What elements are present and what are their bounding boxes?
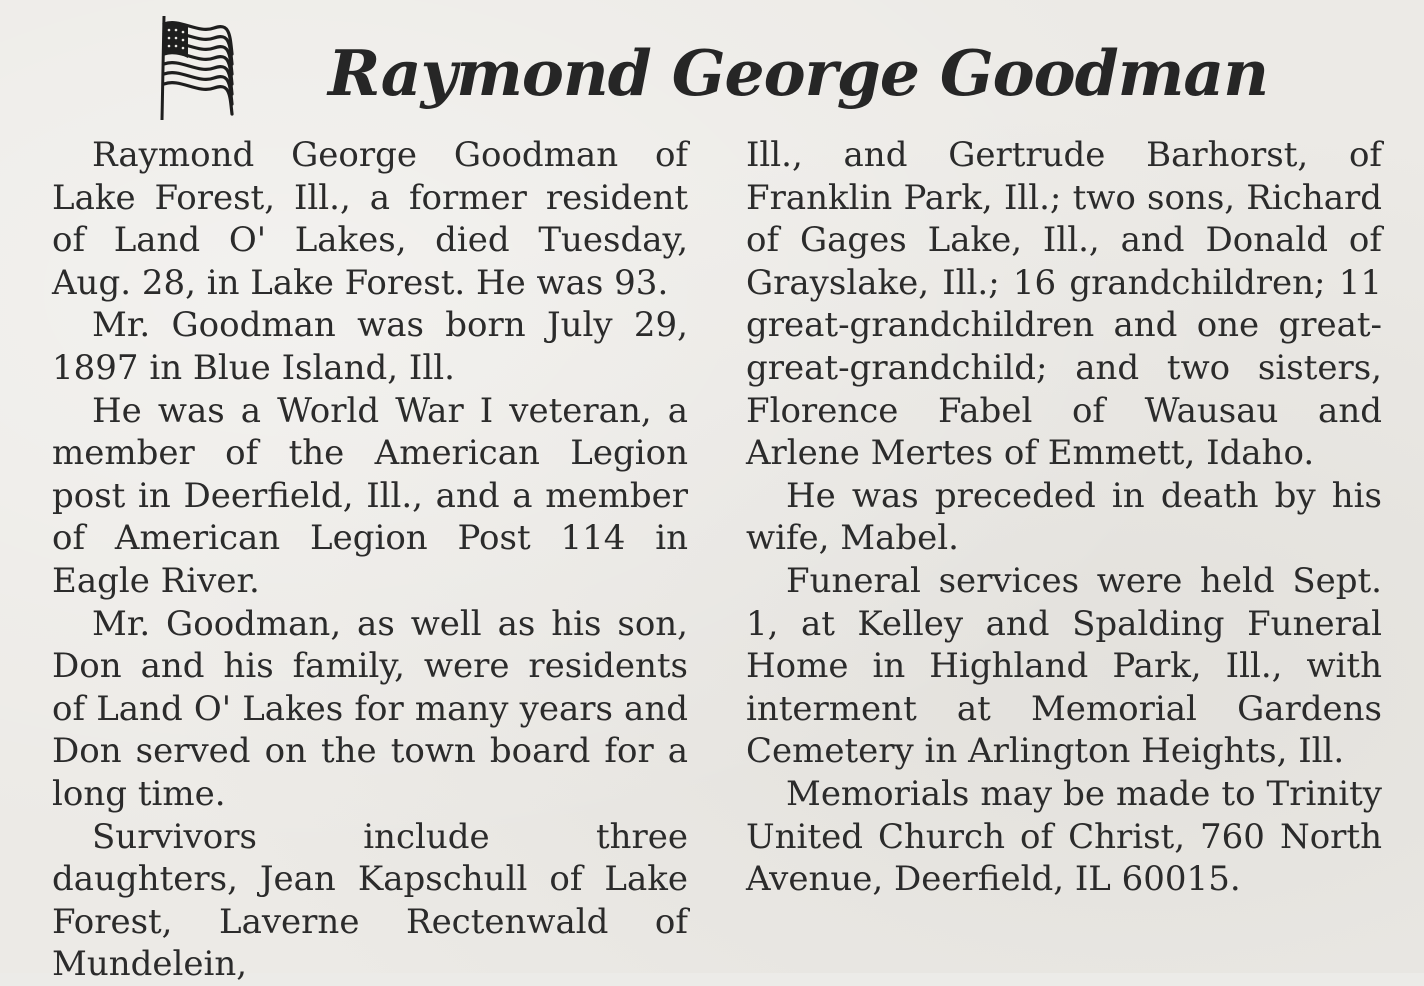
paragraph-funeral: Funeral services were held Sept. 1, at Kelley and Spalding Funeral Home in Highland Park, Ill., with interment at Memorial Gardens Cemetery in Arlington Heights, Ill. [746,560,1382,772]
paragraph-military: He was a World War I veteran, a member of the American Legion post in Deerfield, Ill., and a member of American Legion Post 114 in Eagle River. [52,390,688,601]
paragraph-death-notice: Raymond George Goodman of Lake Forest, Ill., a former resident of Land O' Lakes, died Tuesday, Aug. 28, in Lake Forest. He was 93. [52,135,688,303]
paragraph-birth: Mr. Goodman was born July 29, 1897 in Blue Island, Ill. [52,305,688,388]
obituary-title: Raymond George Goodman [328,36,1269,110]
paragraph-memorials: Memorials may be made to Trinity United Church of Christ, 760 North Avenue, Deerfield, IL 60015. [746,773,1382,900]
american-flag-icon [158,14,236,122]
left-column [52,134,688,986]
paragraph-survivors-start: Survivors include three daughters, Jean Kapschull of Lake Forest, Laverne Rectenwald of Mundelein, [52,816,688,985]
paragraph-residence: Mr. Goodman, as well as his son, Don and his family, were residents of Land O' Lakes for many years and Don served on the town board for a long time. [52,603,688,814]
right-column [746,134,1382,901]
paragraph-preceded: He was preceded in death by his wife, Mabel. [746,475,1382,559]
paragraph-survivors-continued: Ill., and Gertrude Barhorst, of Franklin Park, Ill.; two sons, Richard of Gages Lake, Ill., and Donald of Grayslake, Ill.; 16 grandchildren; 11 great-grandchildren and one great-great-grandchild; and two sisters, Florence Fabel of Wausau and Arlene Mertes of Emmett, Idaho. [746,135,1382,474]
